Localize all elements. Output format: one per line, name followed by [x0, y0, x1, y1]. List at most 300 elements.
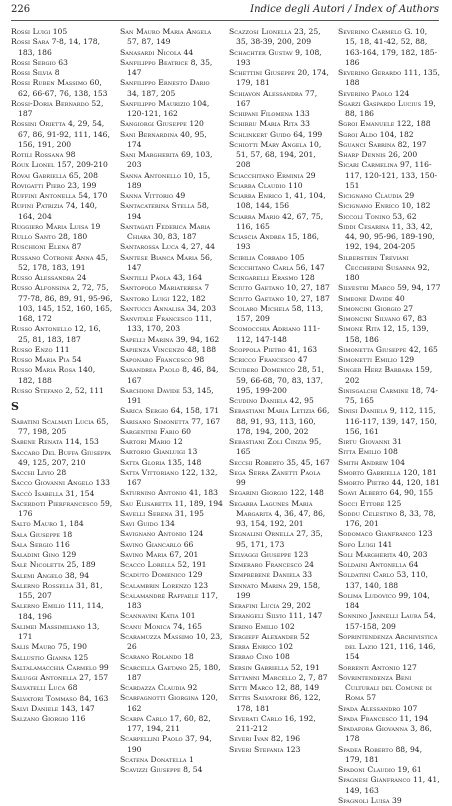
index-entry [11, 581, 114, 602]
author-name: Schiotti Mary Angela [229, 139, 307, 149]
page-references: 157, 209-210 [54, 160, 108, 170]
page-references: 56, 147 [293, 262, 325, 272]
author-name: Salvatelli Luca [11, 683, 66, 693]
page-references: 18 [60, 529, 73, 539]
author-name: Russo Maria Pia [11, 355, 70, 364]
page-references: 95, 165 [236, 437, 322, 457]
page-references: 99 [96, 662, 109, 672]
page-references: 129 [397, 355, 415, 364]
index-entry [338, 796, 441, 806]
author-name: Sciacchitano Erminia [229, 170, 304, 180]
index-entry [120, 27, 223, 48]
index-entry [229, 48, 332, 69]
page-references: 87 [69, 242, 82, 252]
author-name: Scomocchia Adriano [229, 324, 301, 334]
page-references: 12, 16, 25, 81, 183, 187 [18, 324, 101, 344]
author-name: Spada Alessandro [338, 703, 401, 713]
author-name: Sgroi Aldo [338, 129, 378, 139]
page-references: 18 [181, 652, 194, 662]
index-entry [11, 355, 114, 365]
author-name: Sarchioni Davide [120, 385, 180, 395]
page-references: 54, 157-158, 209 [345, 611, 436, 631]
page-references: 59, 94, 177 [394, 283, 441, 293]
page-references: 116 [52, 539, 70, 549]
author-name: Rovai Gabriella [11, 170, 67, 180]
author-name: Scolaro Michela [229, 303, 290, 313]
index-column-3 [229, 27, 332, 754]
page-references: 74, 140, 164, 204 [18, 201, 98, 221]
author-name: Sacerdoti Pierfrancesco [11, 498, 98, 508]
author-name: Scalambrin Lorenzo [120, 580, 192, 590]
page-references: 41, 183 [186, 488, 218, 498]
page-references: 10, 27, 187 [283, 283, 330, 293]
author-name: Scibilia Corrado [229, 252, 288, 262]
author-name: Rossi Sara [11, 37, 50, 47]
page-references: 31, 154 [63, 488, 95, 498]
page-references: 1, 41, 104, 108, 144, 156 [236, 191, 326, 211]
author-name: Scarpa Carlo [120, 713, 168, 723]
index-entry [11, 694, 114, 704]
index-entry [229, 550, 332, 560]
author-name: Smorto Gabriella [338, 467, 401, 477]
author-name: Severino Carmelo G. [338, 27, 413, 36]
author-name: Scaduto Domenico [120, 570, 186, 580]
index-entry [120, 437, 223, 447]
author-name: Satta Gloria [120, 457, 166, 467]
index-entry [338, 27, 441, 68]
index-entry [338, 704, 441, 714]
author-name: Serafini Lucia [229, 601, 280, 610]
index-entry [11, 642, 114, 652]
index-entry [11, 386, 114, 396]
page-references: 8, 33, 78, 176, 201 [345, 508, 436, 528]
page-references: 11, 41, 149, 163 [345, 775, 440, 795]
author-name: Sitta Emilio [338, 447, 381, 457]
page-references: 19 [88, 221, 101, 231]
index-entry [229, 632, 332, 642]
author-name: Semeraro Francesco [229, 560, 302, 569]
index-entry [11, 448, 114, 469]
page-references: 7 [201, 283, 210, 293]
index-column-2 [120, 27, 223, 774]
page-references: 54, 170 [75, 191, 108, 200]
author-name: Schachter Gustav [229, 47, 293, 57]
author-name: Russo Alfonsina [11, 283, 70, 293]
author-name: Scicchitano Carla [229, 262, 294, 272]
author-name: Scarfagnotti Giorgina [120, 693, 199, 703]
page-references: 116 [68, 714, 86, 724]
author-name: Saluggi Antonella [11, 673, 77, 683]
index-entry [229, 109, 332, 119]
index-entry [229, 365, 332, 396]
author-name: Sanna Vittorio [120, 191, 174, 200]
author-name: Segarini Giorgio [229, 488, 288, 498]
author-name: Savino Giancarlo [120, 539, 182, 549]
author-name: Simonetti Emilio [338, 355, 398, 364]
author-name: Sartorio Gianluigi [120, 447, 186, 457]
author-name: Rufini Patrizia [11, 201, 64, 211]
page-references: 123 [283, 744, 301, 754]
author-name: Severati Carlo [229, 713, 282, 723]
author-name: Scricco Francesco [229, 355, 296, 364]
author-name: Sharp Dennis [338, 150, 386, 159]
author-name: Scarpellini Paolo [120, 734, 183, 744]
author-name: Schiavon Alessandra [229, 88, 303, 98]
author-name: Spadafora Giovanna [338, 724, 408, 733]
author-name: Salvi Daniele [11, 703, 59, 713]
page-references: 10, 182 [399, 201, 431, 211]
page-references: 52 [297, 631, 310, 641]
index-entry [120, 427, 223, 437]
page-references: 128 [297, 273, 315, 282]
index-entry [229, 734, 332, 744]
page-references: 29, 202 [279, 601, 311, 610]
index-entry [229, 89, 332, 110]
author-name: Sciarra Claudio [229, 180, 286, 190]
page-references: 1 [186, 754, 194, 764]
page-references: 44, 120, 181 [389, 478, 440, 487]
author-name: Satta Vittoriano [120, 467, 179, 477]
author-name: Sau Elisabetta [120, 498, 173, 508]
author-name: Scatena Donatella [120, 754, 187, 764]
index-entry [338, 560, 441, 570]
author-name: Simonetta Giuseppe [338, 344, 407, 354]
author-name: Schlinkert Guido [229, 129, 291, 139]
page-references: 12, 88, 149 [273, 683, 320, 692]
author-name: Santopolo Mariateresa [120, 283, 202, 293]
page-references: 13, 171 [18, 621, 100, 642]
author-name: Rossi Sergio [11, 57, 56, 67]
index-entry [11, 201, 114, 222]
index-entry [120, 314, 223, 335]
index-entry [120, 58, 223, 79]
author-name: Sciuto Gaetano [229, 283, 284, 293]
index-entry [338, 724, 441, 745]
page-references: 2, 52, 111 [62, 385, 104, 395]
page-references: 30, 83, 187 [150, 232, 197, 241]
index-entry [11, 519, 114, 529]
index-entry [11, 560, 114, 570]
page-references: 31, 195 [172, 508, 204, 518]
page-references: 10, 15, 18, 41-42, 52, 88, 163-164, 179, 182, 185-186 [345, 27, 438, 67]
page-references: 48, 188 [184, 344, 217, 354]
index-entry [11, 468, 114, 478]
index-entry [120, 222, 223, 243]
index-entry [11, 222, 114, 232]
index-entry [338, 591, 441, 612]
index-entry [338, 201, 441, 211]
page-references: 9, 112, 115, 116-117, 139, 147, 150, 156, 161 [345, 406, 437, 436]
index-entry [229, 673, 332, 683]
page-references: 134 [157, 519, 175, 528]
author-name: Sanasardi Nicola [120, 47, 182, 57]
index-entry [338, 499, 441, 509]
index-entry [338, 386, 441, 407]
author-name: Sarandrea Paolo [120, 365, 180, 375]
author-name: Sebastiani Maria Letizia [229, 406, 315, 416]
author-name: Rullo Santo [11, 232, 56, 241]
author-name: Scarano Rolando [120, 652, 182, 662]
page-references: 40, 203 [396, 549, 428, 559]
author-name: Sanfilippo Beatrice [120, 57, 189, 67]
index-entry [11, 150, 114, 160]
author-name: Sorrenti Antonio [338, 662, 400, 672]
page-references: 65, 208 [66, 170, 98, 180]
index-entry [11, 571, 114, 581]
index-entry [120, 48, 223, 58]
page-references: 33 [297, 119, 310, 129]
index-entry [11, 181, 114, 191]
author-name: Sani Bernardina [120, 129, 178, 139]
index-entry [120, 581, 223, 591]
author-name: Savi Guido [120, 519, 158, 528]
index-entry [338, 488, 441, 498]
author-name: Sciarra Mario [229, 211, 280, 221]
page-references: 54 [69, 355, 82, 364]
page-references: 42, 165 [406, 344, 438, 354]
author-name: Sala Sergio [11, 539, 53, 549]
page-references: 111, 135, 188 [345, 68, 440, 88]
page-references: 122, 132, 167 [127, 467, 218, 487]
index-entry [338, 314, 441, 324]
index-entry [120, 406, 223, 416]
index-entry [338, 437, 441, 447]
author-name: Santucci Annalisa [120, 303, 185, 313]
index-entry [338, 294, 441, 304]
page-references: 125 [384, 498, 402, 508]
page-references: 16, 192, 211-212 [236, 713, 316, 733]
index-entry [120, 335, 223, 345]
page-references: 8, 46, 84, 167 [127, 365, 219, 385]
author-name: Sega Serra Zanetti Paola [229, 467, 321, 477]
author-name: Serino Emilio [229, 621, 278, 631]
index-entry [338, 673, 441, 704]
author-name: Sennato Marina [229, 580, 287, 590]
index-entry [120, 458, 223, 468]
index-entry [11, 242, 114, 252]
author-name: Settis Salvatore [229, 693, 288, 703]
author-name: Salzano Giorgio [11, 714, 69, 724]
page-references: 108 [380, 447, 398, 457]
index-entry [338, 509, 441, 530]
index-entry [120, 540, 223, 550]
page-references: 34, 203 [184, 303, 217, 313]
index-columns [11, 27, 441, 805]
page-references: 120, 181 [400, 467, 437, 477]
author-name: Singer Herz Barbara [338, 365, 413, 375]
author-name: Salto Mauro [11, 519, 58, 529]
page-references: 15, 186, 193 [236, 232, 320, 252]
index-entry [120, 99, 223, 120]
index-entry [120, 663, 223, 684]
page-references: 40 [392, 293, 405, 303]
index-entry [120, 632, 223, 653]
page-references: 47 [295, 355, 308, 364]
page-references: 20, 174, 179, 181 [236, 68, 329, 88]
author-name: Russo Alessandra [11, 273, 75, 282]
page-references: 86, 122, 178, 181 [236, 693, 321, 713]
page-references: 122, 148 [287, 488, 324, 498]
author-name: Silberstein Treviani Ceccherini Susanna [338, 252, 416, 272]
page-references: 135, 148 [165, 457, 202, 467]
page-references: 104 [388, 457, 405, 467]
index-entry [338, 304, 441, 314]
page-references: 24 [301, 560, 314, 569]
index-entry [338, 745, 441, 766]
page-references: 45, 52, 178, 183, 191 [18, 252, 109, 272]
author-name: Santarossa Luca [120, 242, 179, 252]
page-references: 64, 199 [290, 129, 323, 139]
index-entry [120, 755, 223, 765]
page-references: 10, 27, 187 [283, 293, 330, 303]
author-name: Scacco Lorella [120, 560, 176, 569]
index-entry [229, 529, 332, 550]
author-name: Sani Margherita [120, 150, 179, 159]
index-entry [11, 253, 114, 274]
index-entry [11, 530, 114, 540]
index-entry [338, 458, 441, 468]
page-references: 77, 167 [236, 88, 318, 108]
page-references: 24 [74, 273, 87, 282]
page-references: 52, 187 [18, 98, 104, 118]
page-references: 111 [52, 344, 70, 354]
index-entry [229, 171, 332, 181]
index-entry [229, 581, 332, 602]
author-name: Sovrintendenza Beni Culturali del Comune di Roma [338, 672, 432, 703]
author-name: Sargentini Fabio [120, 426, 179, 436]
author-name: Sgroi Emanuele [338, 119, 395, 129]
author-name: Roux Lionel [11, 160, 55, 170]
page-references: 57 [363, 693, 377, 703]
author-name: Savelli Serena [120, 508, 173, 518]
page-references: 3, 86, 178 [345, 724, 432, 744]
page-references: 26, 200 [385, 150, 418, 159]
author-name: Sirtu Giovanni [338, 437, 390, 446]
page-references: 40, 95, 174 [127, 129, 207, 149]
author-name: Sciascia Andrea [229, 232, 286, 241]
index-entry [338, 130, 441, 140]
author-name: Sapienza Vincenzo [120, 344, 185, 354]
index-entry [11, 119, 114, 150]
page-references: 13 [185, 447, 198, 457]
index-entry [11, 673, 114, 683]
author-name: Sapelli Marina [120, 334, 174, 344]
page-references: 60 [178, 426, 191, 436]
page-references: 25, 189 [64, 560, 96, 570]
page-references: 102 [277, 621, 295, 631]
index-entry [229, 406, 332, 437]
page-references: 41, 163 [285, 344, 318, 354]
author-name: Savino Maria [120, 549, 167, 559]
author-name: Sodomaco Gianfranco [338, 529, 416, 539]
author-name: Sguanci Sabrina [338, 139, 396, 149]
page-references: 60, 62, 66-67, 76, 138, 153 [18, 78, 108, 98]
page-references: 111, 114, 184, 196 [18, 601, 104, 621]
page-number: 226 [11, 4, 31, 15]
index-entry [338, 222, 441, 253]
index-entry [11, 365, 114, 386]
page-references: 8, 35, 147 [127, 57, 213, 77]
index-entry [229, 130, 332, 140]
index-entry [338, 447, 441, 457]
index-entry [338, 253, 441, 284]
page-references: 11, 189, 194 [172, 498, 223, 508]
page-references: 64 [406, 560, 419, 569]
index-entry [338, 775, 441, 796]
page-references: 43, 164 [170, 273, 203, 282]
page-references: 82, 197 [395, 139, 427, 149]
page-references: 99 [236, 478, 246, 487]
index-entry [120, 714, 223, 735]
page-references: 59, 176 [18, 498, 113, 519]
author-name: Sicari Carmelina [338, 160, 398, 170]
page-references: 77, 167 [188, 416, 221, 426]
index-entry [11, 683, 114, 693]
index-entry [229, 488, 332, 498]
author-name: Sonnino Jannelli Laura [338, 611, 422, 621]
page-references: 11, 194 [397, 713, 429, 723]
page-references: 123 [415, 529, 433, 539]
page-references: 133 [292, 109, 310, 118]
index-entry [229, 232, 332, 253]
author-name: Ruffini Antonella [11, 191, 76, 200]
author-name: Selvaggi Giuseppe [229, 549, 292, 559]
page-references: 108 [272, 652, 290, 662]
index-entry [120, 119, 223, 129]
page-references: 104, 120-121, 162 [127, 98, 210, 118]
index-entry [120, 273, 223, 283]
author-name: Scanu Monica [120, 621, 171, 631]
page-references: 68 [65, 683, 78, 693]
author-name: Sallustio Gianna [11, 652, 72, 662]
index-entry [120, 191, 223, 201]
page-references: 4, 36, 47, 86, 93, 154, 192, 201 [236, 508, 326, 528]
page-references: 107 [400, 703, 418, 713]
index-entry [229, 304, 332, 325]
author-name: Schirru Maria Rita [229, 119, 298, 129]
page-references: 66 [181, 539, 194, 549]
author-name: Rossi Ruben Massimo [11, 78, 88, 88]
page-references: 63 [55, 57, 68, 67]
index-entry [120, 468, 223, 489]
page-references: 74, 165 [170, 621, 202, 631]
index-entry [229, 294, 332, 304]
page-references: 8, 54 [180, 765, 203, 774]
index-entry [229, 68, 332, 89]
page-references: 44 [181, 47, 194, 57]
section-letter: S [11, 400, 19, 413]
author-name: Sciarra Enrico [229, 191, 283, 200]
index-entry [120, 693, 223, 714]
index-entry [338, 140, 441, 150]
author-name: Socci Ettore [338, 498, 385, 508]
index-entry [11, 171, 114, 181]
author-name: Salemi Angelo [11, 570, 63, 580]
author-name: Santacaterina Stella [120, 201, 195, 211]
author-name: Settanni Marcello [229, 672, 297, 682]
index-entry [338, 99, 441, 120]
author-name: Rossi-Doria Bernardo [11, 98, 89, 108]
page-references: 122, 188 [394, 119, 431, 129]
page-references: 28 [54, 468, 67, 478]
author-name: Rossi Luigi [11, 27, 51, 36]
index-entry [120, 201, 223, 222]
author-name: Soldaini Antonella [338, 560, 407, 569]
index-entry [338, 765, 441, 775]
index-entry [229, 560, 332, 570]
page-references: 120, 162 [127, 693, 218, 713]
index-entry [120, 78, 223, 99]
